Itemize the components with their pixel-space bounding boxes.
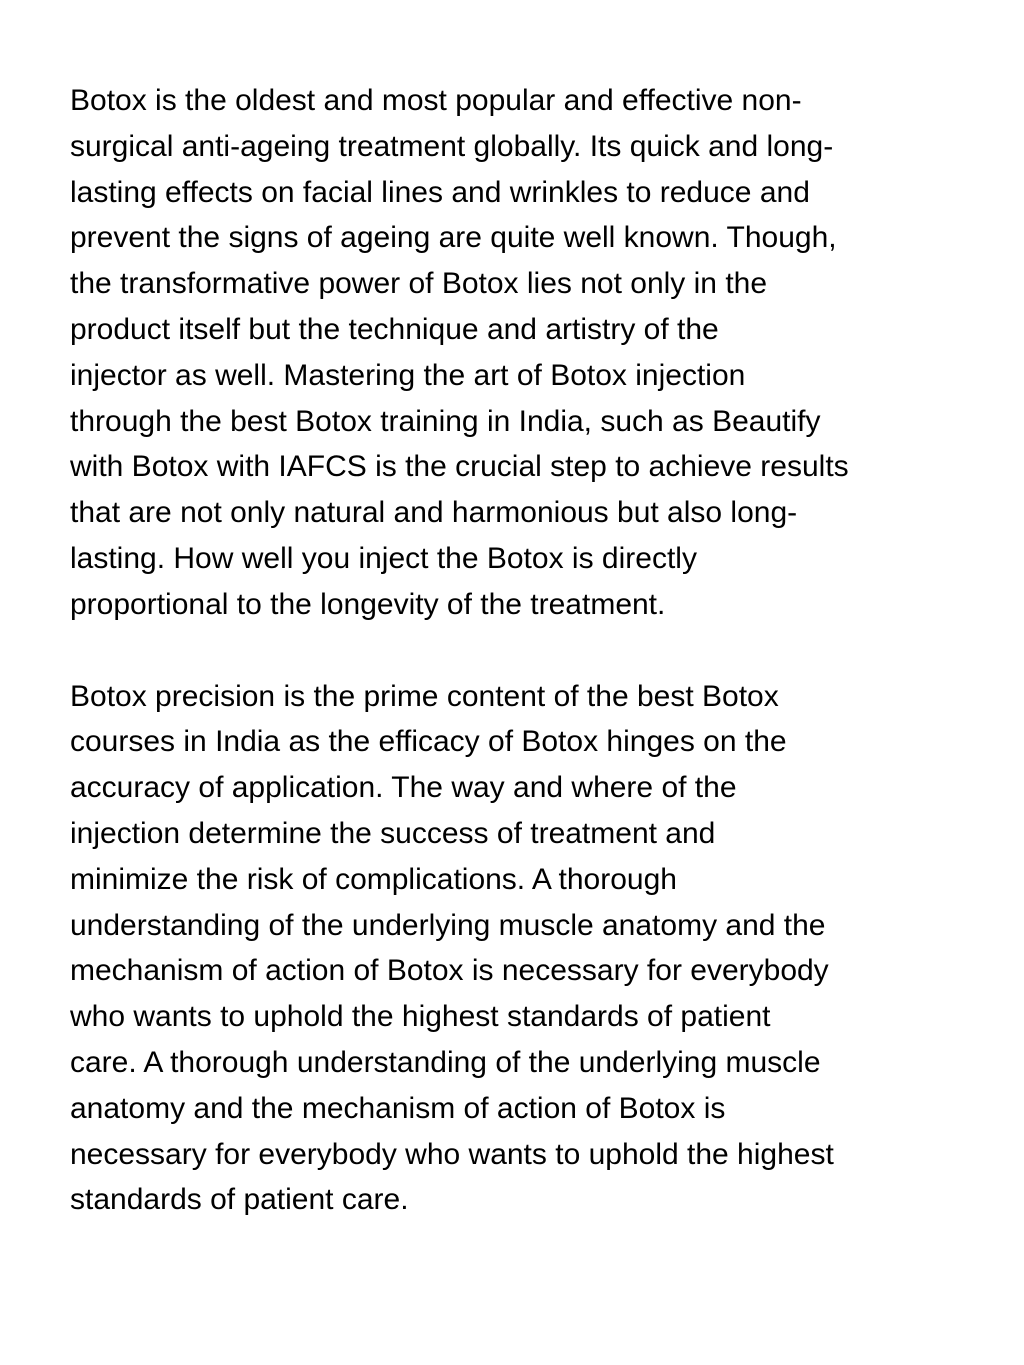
text-line: necessary for everybody who wants to uphold the highest — [70, 1137, 834, 1171]
paragraph-botox-overview — [70, 78, 970, 628]
text-line: proportional to the longevity of the treatment. — [70, 587, 666, 621]
text-line: accuracy of application. The way and where of the — [70, 771, 737, 805]
text-line: minimize the risk of complications. A thorough — [70, 862, 677, 896]
text-line: through the best Botox training in India, such as Beautify — [70, 404, 821, 438]
text-line: injector as well. Mastering the art of Botox injection — [70, 358, 746, 392]
text-line: mechanism of action of Botox is necessary for everybody — [70, 954, 829, 988]
text-line: lasting effects on facial lines and wrinkles to reduce and — [70, 175, 810, 209]
text-line: Botox is the oldest and most popular and effective non- — [70, 84, 802, 117]
text-line: who wants to uphold the highest standards of patient — [70, 1000, 771, 1034]
text-line: surgical anti-ageing treatment globally. Its quick and long- — [70, 129, 834, 163]
text-line: prevent the signs of ageing are quite well known. Though, — [70, 221, 837, 255]
text-line: product itself but the technique and artistry of the — [70, 312, 719, 346]
text-line: that are not only natural and harmonious but also long- — [70, 496, 798, 530]
text-line: courses in India as the efficacy of Botox hinges on the — [70, 725, 787, 759]
text-line: lasting. How well you inject the Botox is directly — [70, 541, 697, 575]
text-line: anatomy and the mechanism of action of Botox is — [70, 1091, 726, 1125]
text-line: standards of patient care. — [70, 1183, 409, 1217]
document-body — [70, 78, 970, 1223]
text-line: injection determine the success of treatment and — [70, 816, 716, 850]
text-line: the transformative power of Botox lies not only in the — [70, 267, 768, 301]
text-line: care. A thorough understanding of the underlying muscle — [70, 1045, 821, 1079]
text-line: Botox precision is the prime content of the best Botox — [70, 679, 779, 713]
paragraph-botox-precision — [70, 674, 970, 1224]
text-line: understanding of the underlying muscle anatomy and the — [70, 908, 826, 942]
text-line: with Botox with IAFCS is the crucial step to achieve results — [70, 450, 849, 484]
